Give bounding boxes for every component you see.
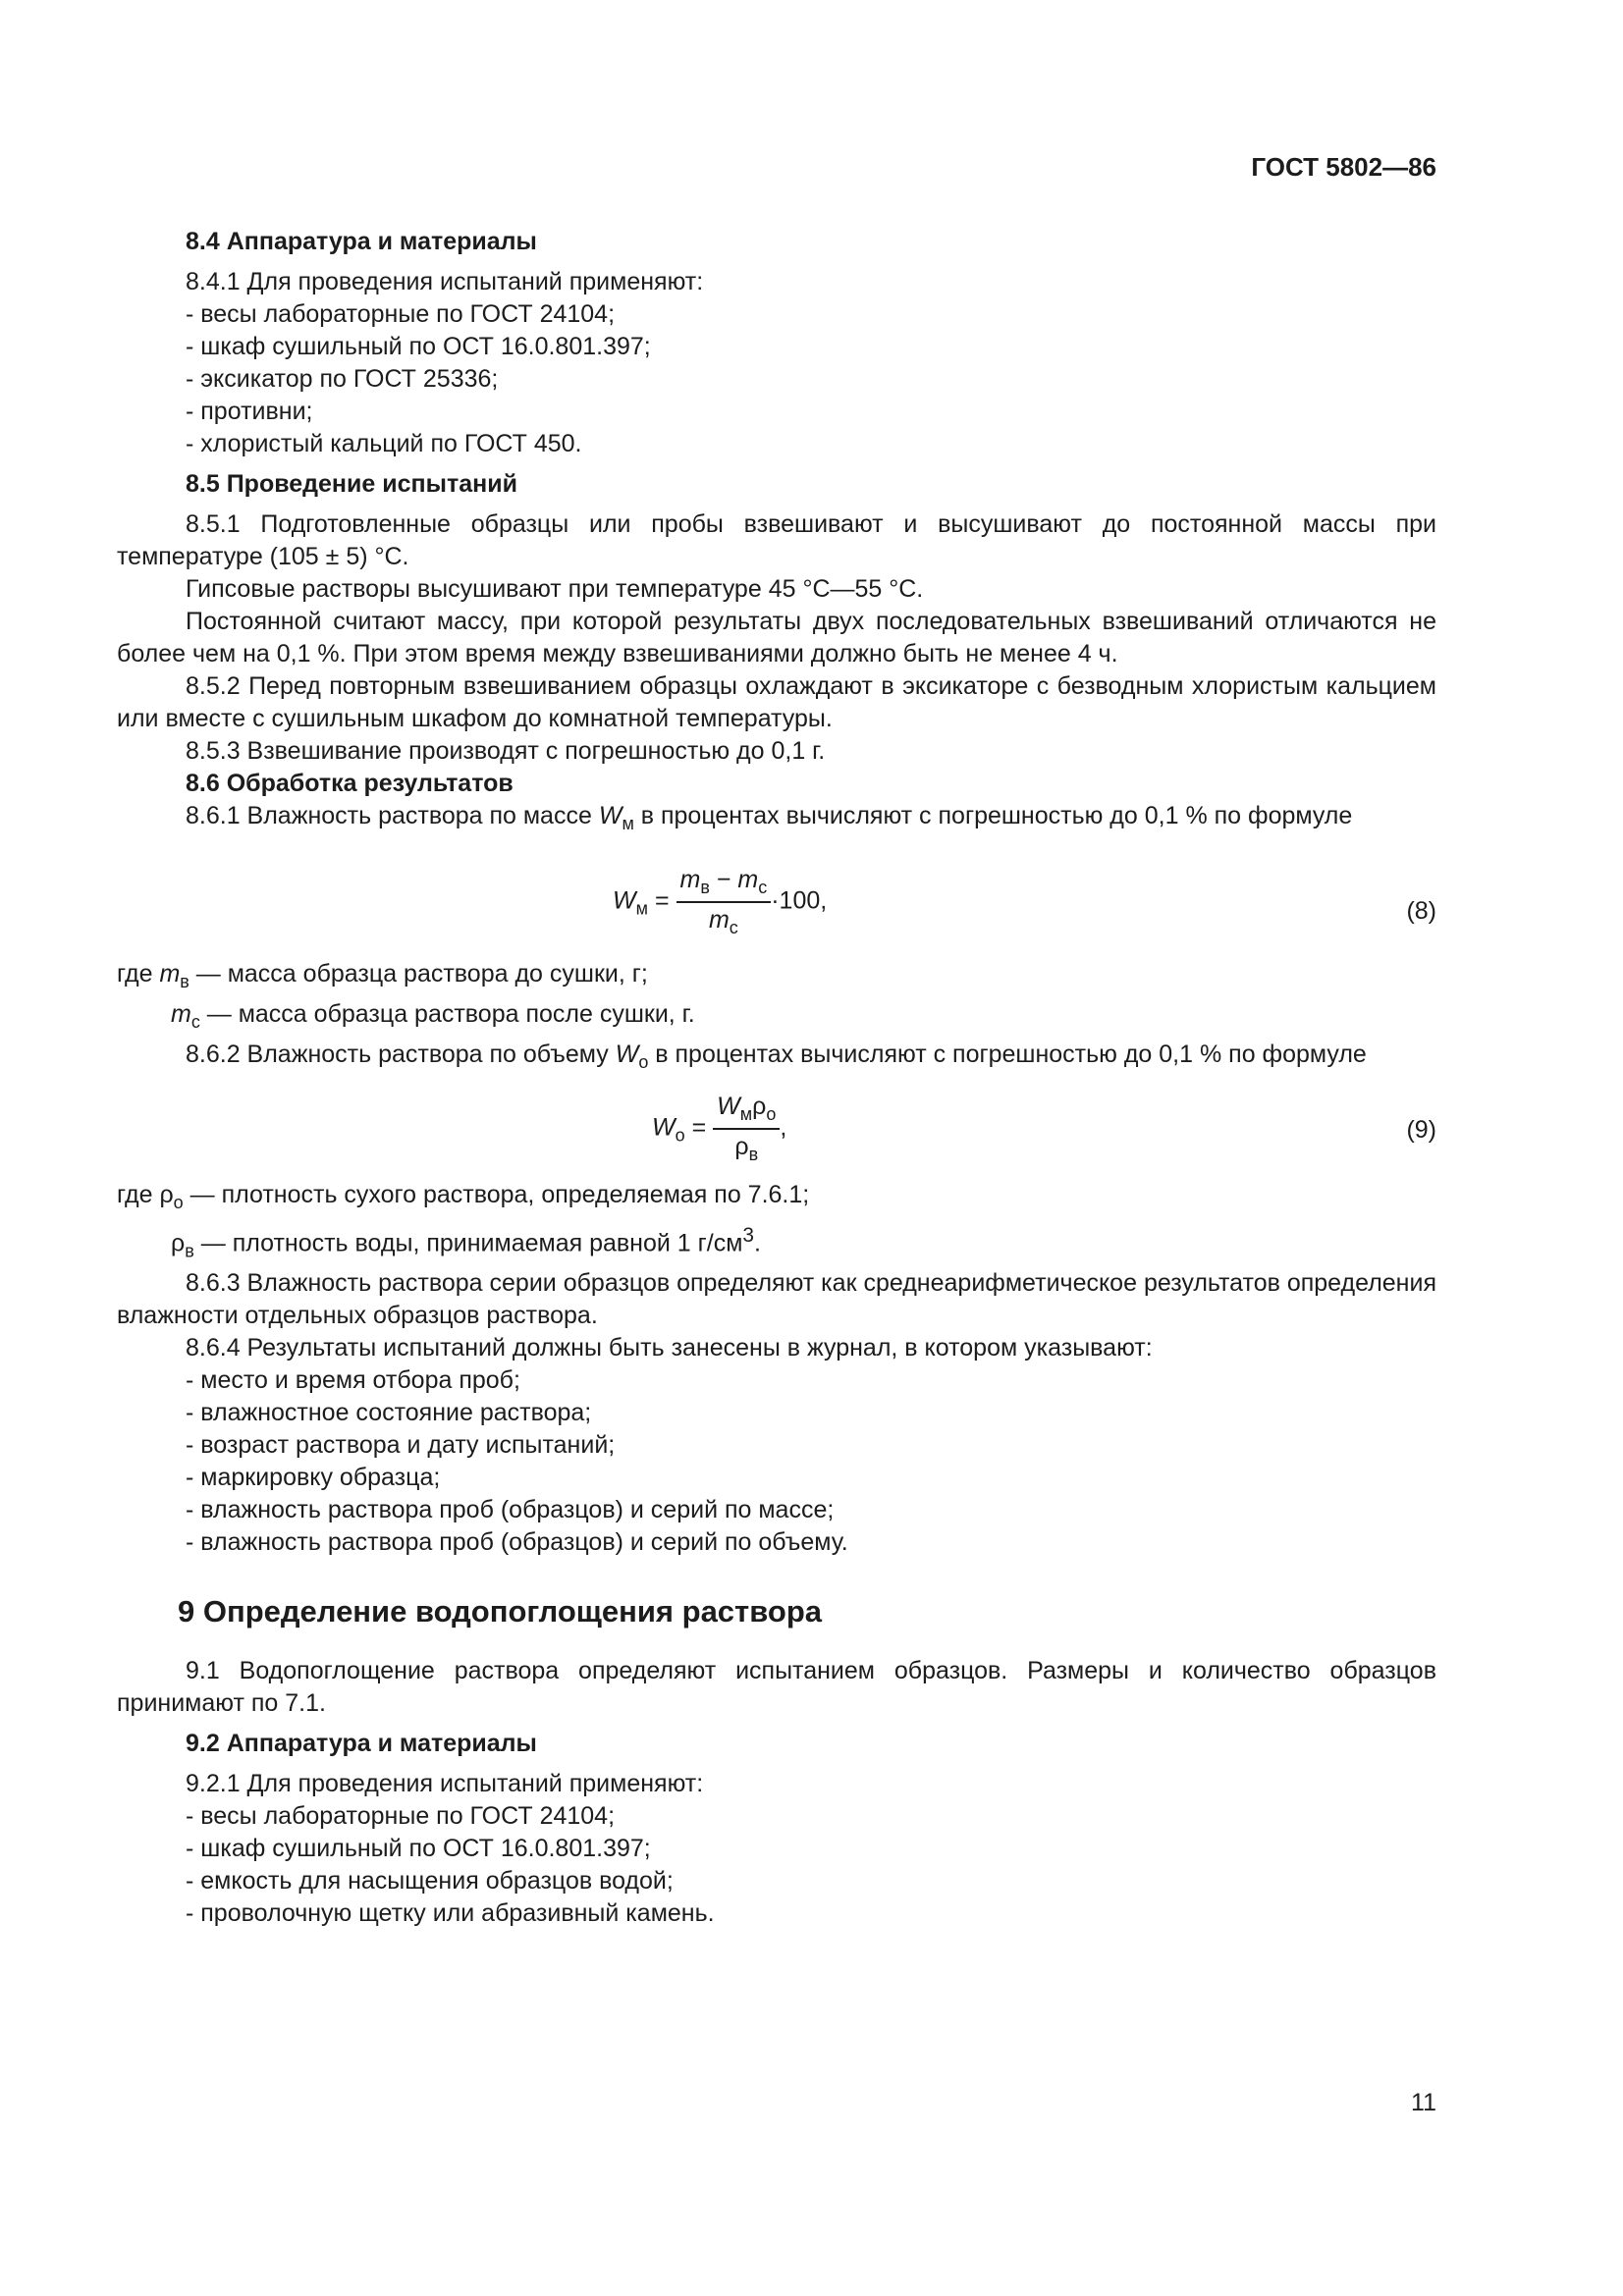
formula-9: $W_о$ = $\frac{W_м\rho_о}{\rho_в}$ , (9) [652,1093,1436,1164]
list-item: - шкаф сушильный по ОСТ 16.0.801.397; [186,333,651,360]
heading-9-2: 9.2 Аппаратура и материалы [186,1730,537,1758]
para-8-6-2: 8.6.2 Влажность раствора по объему $W_о$ в процентах вычисляют с погрешностью до 0,1 % по формуле [186,1041,1367,1072]
list-item: - эксикатор по ГОСТ 25336; [186,365,499,393]
section-9-title: 9 Определение водопоглощения раствора [178,1594,822,1629]
list-item: - влажность раствора проб (образцов) и серий по объему. [186,1528,848,1557]
document-body [117,226,1436,1930]
list-item: - проволочную щетку или абразивный камень. [186,1899,715,1928]
list-item: - возраст раствора и дату испытаний; [186,1431,616,1460]
para-8-5-1b: Гипсовые растворы высушивают при температуре 45 °С—55 °С. [186,575,924,603]
list-item: - шкаф сушильный по ОСТ 16.0.801.397; [186,1835,651,1863]
para-8-5-2: 8.5.2 Перед повторным взвешиванием образцы охлаждают в эксикаторе с безводным хлористым кальцием или вместе с сушильным шкафом до комнатной температуры. [117,672,1436,732]
page-number: 11 [1411,2089,1436,2116]
where-mv: где $m_в$ — масса образца раствора до сушки, г; [117,960,648,991]
formula-8: $W_м$ = $\frac{m_в - m_с}{m_с}$ ·100, (8) [613,866,1436,937]
para-8-6-4: 8.6.4 Результаты испытаний должны быть занесены в журнал, в котором указывают: [186,1334,1153,1362]
para-8-5-3: 8.5.3 Взвешивание производят с погрешностью до 0,1 г. [186,737,826,765]
list-item: - весы лабораторные по ГОСТ 24104; [186,1802,616,1831]
list-item: - емкость для насыщения образцов водой; [186,1867,674,1896]
list-item: - влажностное состояние раствора; [186,1399,592,1427]
where-mc: $m_с$ — масса образца раствора после сушки, г. [171,1000,695,1032]
formula-number: (9) [1406,1116,1436,1144]
para-9-2-1: 9.2.1 Для проведения испытаний применяют: [186,1770,704,1798]
standard-header: ГОСТ 5802—86 [1251,152,1436,182]
para-8-5-1: 8.5.1 Подготовленные образцы или пробы взвешивают и высушивают до постоянной массы при температуре (105 ± 5) °С. [117,510,1436,570]
list-item: - влажность раствора проб (образцов) и серий по массе; [186,1496,835,1524]
var-w: W [598,802,622,829]
para-8-6-1: 8.6.1 Влажность раствора по массе $W_м$ в процентах вычисляют с погрешностью до 0,1 % по формуле [186,802,1353,833]
list-item: - маркировку образца; [186,1464,441,1492]
para-8-6-3: 8.6.3 Влажность раствора серии образцов определяют как среднеарифметическое результатов определения влажности отдельных образцов раствора. [117,1269,1436,1330]
formula-number: (8) [1406,897,1436,925]
heading-8-6: 8.6 Обработка результатов [186,770,514,797]
where-rho-v: $\rho_в$ — плотность воды, принимаемая равной 1 $г/см^3$. [171,1224,761,1261]
para-8-4-1: 8.4.1 Для проведения испытаний применяют: [186,268,704,295]
list-item: - весы лабораторные по ГОСТ 24104; [186,300,616,328]
list-item: - место и время отбора проб; [186,1366,520,1395]
where-rho-o: где $\rho_о$ — плотность сухого раствора, определяемая по 7.6.1; [117,1181,810,1212]
list-item: - противни; [186,398,313,425]
heading-8-4: 8.4 Аппаратура и материалы [186,228,537,255]
heading-8-5: 8.5 Проведение испытаний [186,470,517,498]
list-item: - хлористый кальций по ГОСТ 450. [186,430,582,457]
para-9-1: 9.1 Водопоглощение раствора определяют испытанием образцов. Размеры и количество образцов принимают по 7.1. [117,1657,1436,1718]
para-8-5-1c: Постоянной считают массу, при которой результаты двух последовательных взвешиваний отличаются не более чем на 0,1 %. При этом время между взвешиваниями должно быть не менее 4 ч. [117,608,1436,667]
